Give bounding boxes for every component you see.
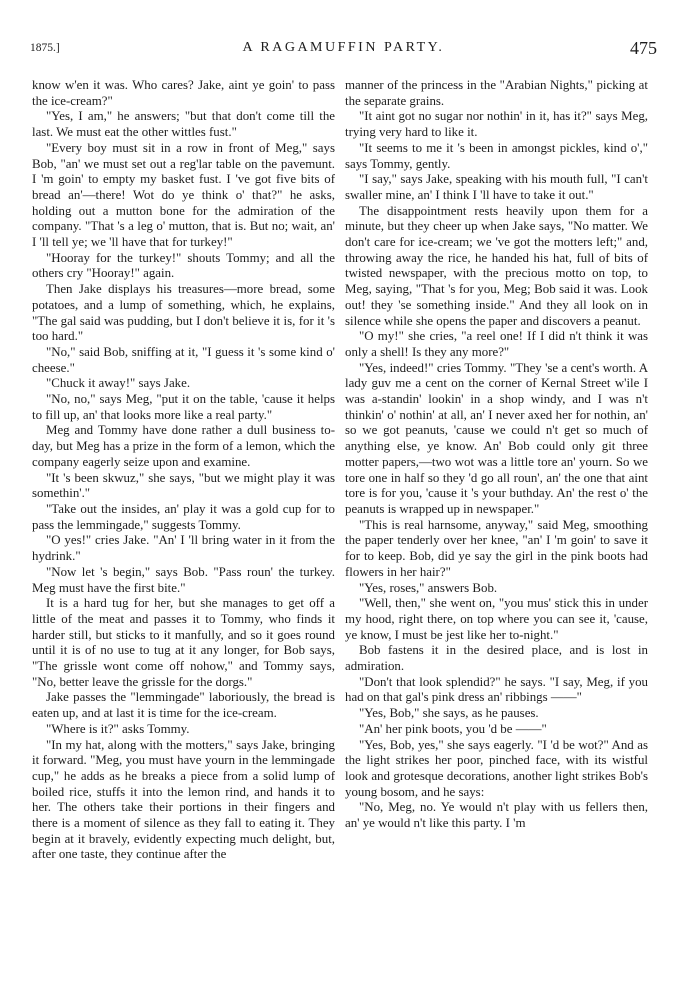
page-number: 475 <box>630 38 657 58</box>
paragraph: "Yes, I am," he answers; "but that don't come till the last. We must eat the other wittles fust." <box>32 109 335 140</box>
paragraph: "Don't that look splendid?" he says. "I say, Meg, if you had on that gal's pink dress an' ribbings ——" <box>345 674 648 705</box>
paragraph: "No, Meg, no. Ye would n't play with us fellers then, an' ye would n't like this party. I 'm <box>345 800 648 831</box>
paragraph: It is a hard tug for her, but she manages to get off a little of the meat and passes it to Tommy, who finds it harder still, but sticks to it manfully, and so it goes round until it is of no use to tug at it any longer, for Bob says, "The grissle wont come off nohow," and Tommy says, "No, better leave the grissle for the dorgs." <box>32 596 335 689</box>
paragraph: manner of the princess in the "Arabian Nights," picking at the separate grains. <box>345 78 648 108</box>
paragraph: "Well, then," she went on, "you mus' stick this in under my hood, right there, on top where you can see it, 'cause, ye know, I must be jest like her to-night." <box>345 596 648 642</box>
paragraph: "Take out the insides, an' play it was a gold cup for to pass the lemmingade," suggests Tommy. <box>32 501 335 532</box>
paragraph: know w'en it was. Who cares? Jake, aint ye goin' to pass the ice-cream?" <box>32 78 335 108</box>
paragraph: Then Jake displays his treasures—more bread, some potatoes, and a lump of something, which, he explains, "The gal said was pudding, but I don't believe it is, for it 's too hard." <box>32 282 335 344</box>
paragraph: "No, no," says Meg, "put it on the table, 'cause it helps to fill up, an' that looks more like a real party." <box>32 392 335 422</box>
paragraph: "Now let 's begin," says Bob. "Pass roun' the turkey. Meg must have the first bite." <box>32 564 335 595</box>
paragraph: "O my!" she cries, "a reel one! If I did n't think it was only a shell! Is they any more?" <box>345 329 648 359</box>
paragraph: Meg and Tommy have done rather a dull business to-day, but Meg has a prize in the form of a lemon, which the company eagerly seize upon and examine. <box>32 423 335 469</box>
paragraph: Bob fastens it in the desired place, and is lost in admiration. <box>345 643 648 674</box>
paragraph: "Where is it?" asks Tommy. <box>46 721 190 736</box>
paragraph: "Yes, roses," answers Bob. <box>359 580 498 595</box>
paragraph: "It seems to me it 's been in amongst pickles, kind o'," says Tommy, gently. <box>345 140 648 171</box>
paragraph: "It aint got no sugar nor nothin' in it, has it?" says Meg, trying very hard to like it. <box>345 109 648 140</box>
paragraph: "Every boy must sit in a row in front of Meg," says Bob, "an' we must set out a reg'lar table on the pavemunt. I 'm goin' to empty my basket fust. I 've got five bits of bread an'—there! Wot do ye think o' that?" he asks, holding out a mutton bone for the admiration of the company. "That 's a leg o' mutton, that is. But no; wait, an' I 'll tell ye; we 'll have that for turkey!" <box>32 140 335 250</box>
paragraph: "This is real harnsome, anyway," said Meg, smoothing the paper tenderly over her knee, "an' I 'm goin' to save it for to keep. Bob, did ye say the girl in the pink boots had flowers in her hair?" <box>345 517 648 579</box>
paragraph: "No," said Bob, sniffing at it, "I guess it 's some kind o' cheese." <box>32 344 335 375</box>
paragraph: The disappointment rests heavily upon them for a minute, but they cheer up when Jake says, "No matter. We don't care for ice-cream; we 've got the motters left;" and, throwing away the rice, he handed his hat, full of bits of twisted newspaper, with the precious motto on top, to Meg, saying, "That 's for you, Meg; Bob said it was. Look out! they 'se something inside." And they all look on in silence while she opens the paper and discovers a peanut. <box>345 203 648 328</box>
paragraph: "Yes, indeed!" cries Tommy. "They 'se a cent's worth. A lady guv me a cent on the corner of Kernal Street w'ile I was a-standin' lookin' in a shop windy, and I was n't thinkin' o' nothin' at all, an' I never axed her for nothin, an' so we got peanuts, 'cause we could n't get so much of anything else, ye know. An' Bob could only git three motter papers,—two wot was a little tore an' yourn. So we tore one in half so they 'd go all roun', an' the one that aint tore is for you, 'cause it 's your buthday. An' the rest o' the peanuts is wrapped up in newspaper." <box>345 360 648 516</box>
paragraph: "It 's been skwuz," she says, "but we might play it was somethin'." <box>32 470 335 501</box>
paragraph: "Yes, Bob, yes," she says eagerly. "I 'd be wot?" And as the light strikes her poor, pinched face, with its wistful look and grotesque decorations, another light strikes Bob's young bosom, and he says: <box>345 737 648 799</box>
paragraph: "In my hat, along with the motters," says Jake, bringing it forward. "Meg, you must have yourn in the lemmingade cup," he adds as he breaks a piece from a solid lump of boiled rice, stuffs it into the lemon rind, and hands it to her. The others take their portions in their fingers and there is a moment of silence as they fall to eating it. They begin at it bravely, evidently expecting much delight, but, after one taste, they continue after the <box>32 737 335 862</box>
paragraph: "Yes, Bob," she says, as he pauses. <box>359 706 539 721</box>
paragraph: Jake passes the "lemmingade" laboriously, the bread is eaten up, and at last it is time for the ice-cream. <box>32 690 335 721</box>
running-header <box>30 38 657 60</box>
paragraph: "An' her pink boots, you 'd be ——" <box>359 721 547 736</box>
paragraph: "Hooray for the turkey!" shouts Tommy; and all the others cry "Hooray!" again. <box>32 250 335 281</box>
header-year: 1875.] <box>30 42 60 54</box>
paragraph: "O yes!" cries Jake. "An' I 'll bring water in it from the hydrink." <box>32 533 335 564</box>
paragraph: "Chuck it away!" says Jake. <box>46 376 191 391</box>
left-column <box>32 78 335 990</box>
header-title: A RAGAMUFFIN PARTY. <box>242 40 445 55</box>
right-column <box>345 78 648 990</box>
paragraph: "I say," says Jake, speaking with his mouth full, "I can't swaller mine, an' I think I 'll have to take it out." <box>345 172 648 202</box>
